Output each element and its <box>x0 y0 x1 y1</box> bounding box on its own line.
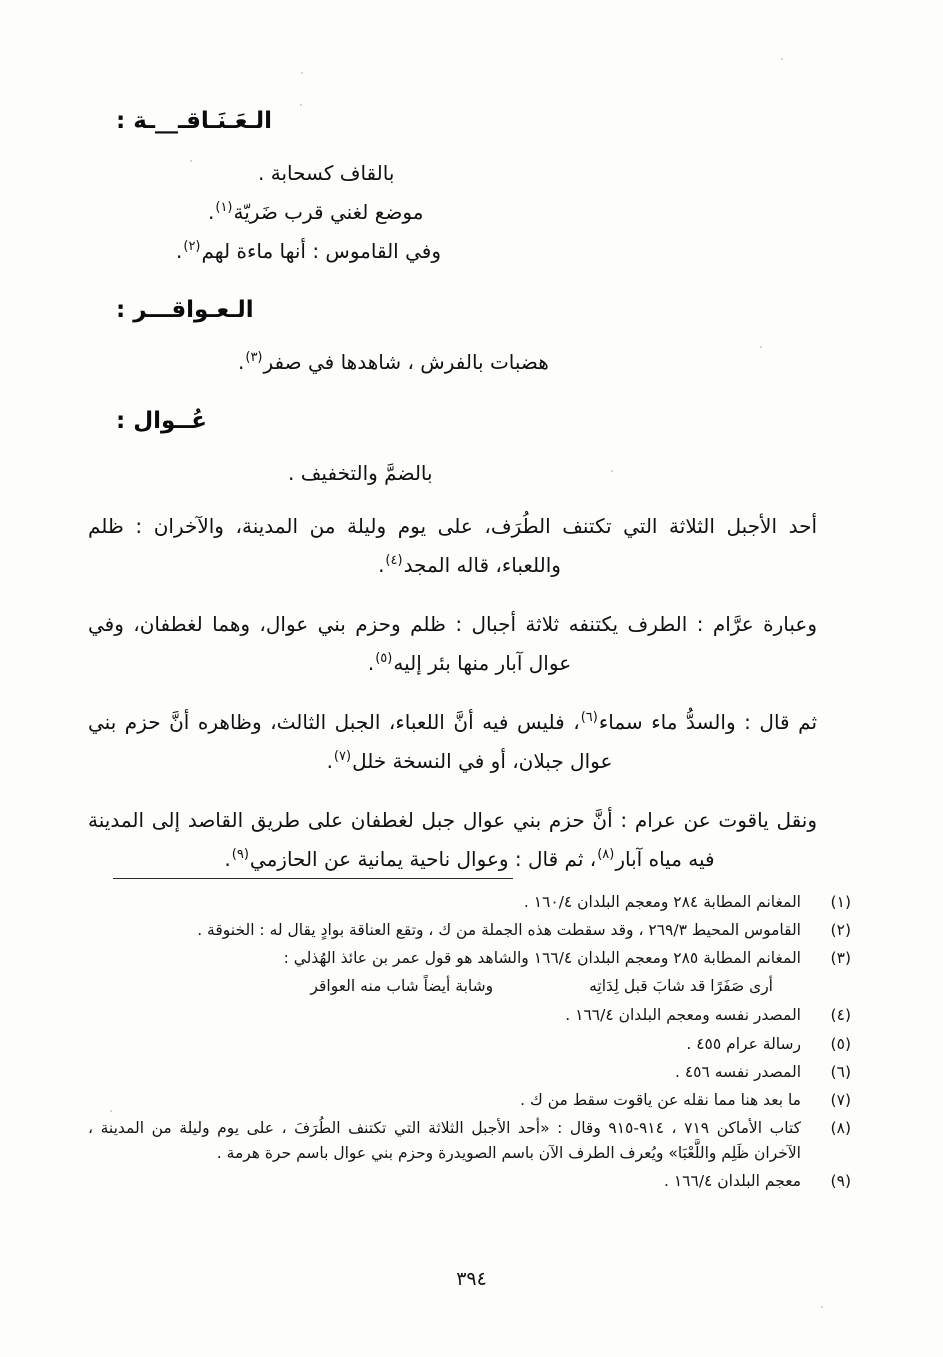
footnote-number: (٢) <box>830 921 851 940</box>
body-paragraph-4-text-a: ونقل ياقوت عن عرام : أنَّ حزم بني عوال جبل لغطفان على طريق القاصد إلى المدينة فيه مياه آبار <box>88 808 817 871</box>
scan-speckle <box>301 72 303 74</box>
footnote-number: (٣) <box>830 949 851 968</box>
body-paragraph-2-text: وعبارة عرَّام : الطرف يكتنفه ثلاثة أجبال : ظلم وحزم بني عوال، وهما لغطفان، وفي عوال آبار منها بئر إليه <box>88 612 817 675</box>
footnote-text: ما بعد هنا مما نقله عن ياقوت سقط من ك . <box>520 1090 801 1109</box>
entry-heading-uwal-text: عُــوال : <box>116 408 207 434</box>
footnote-number: (٥) <box>830 1034 851 1053</box>
spacer <box>88 440 851 454</box>
spacer <box>88 329 851 343</box>
footnote-item <box>88 918 851 943</box>
gloss-line-5: بالضمَّ والتخفيف . <box>288 461 433 485</box>
footnote-text: المصدر نفسه ومعجم البلدان ١٦٦/٤ . <box>565 1006 801 1025</box>
scan-speckle <box>781 58 783 60</box>
footnote-text: المصدر نفسه ٤٥٦ . <box>674 1062 801 1081</box>
gloss-line-2-text: موضع لغني قرب ضَريّة <box>233 200 424 224</box>
body-paragraph-4 <box>88 801 851 879</box>
scan-speckle <box>821 1306 823 1308</box>
footnote-text: القاموس المحيط ٢٦٩/٣ ، وقد سقطت هذه الجملة من ك ، وتقع العناقة بوادٍ يقال له : الخنوقة . <box>197 921 801 940</box>
gloss-line-4-text: هضبات بالفرش ، شاهدها في صفر <box>263 350 549 374</box>
footnote-number: (٧) <box>830 1090 851 1109</box>
footnote-marker-7[interactable]: (٧) <box>333 749 352 765</box>
gloss-line-2-period: . <box>208 200 215 224</box>
body-paragraph-1-period: . <box>378 553 385 577</box>
footnote-number: (٨) <box>830 1118 851 1137</box>
verse-hemistich-2: وشابة أيضاً شاب منه العواقر <box>310 977 494 996</box>
body-paragraph-3-text-b: ، فليس فيه أنَّ اللعباء، الجبل الثالث، وظاهره أنَّ حزم بني عوال جبلان، أو في النسخة خلل <box>88 710 613 773</box>
gloss-line-1: بالقاف كسحابة . <box>258 161 395 185</box>
footnote-item <box>88 890 851 915</box>
footnotes-block <box>88 890 851 1197</box>
body-paragraph-3 <box>88 703 851 781</box>
footnote-marker-8[interactable]: (٨) <box>597 847 615 863</box>
footnote-number: (٦) <box>830 1062 851 1081</box>
spacer <box>88 493 851 507</box>
footnote-marker-3[interactable]: (٣) <box>245 350 263 366</box>
scan-speckle <box>300 104 302 106</box>
spacer <box>88 140 851 154</box>
spacer <box>88 271 851 297</box>
spacer <box>88 382 851 408</box>
body-paragraph-4-text-b: ، ثم قال : وعوال ناحية يمانية عن الحازمي <box>249 847 597 871</box>
footnote-item <box>88 1169 851 1194</box>
body-paragraph-3-period: . <box>326 749 333 773</box>
footnote-marker-9[interactable]: (٩) <box>231 847 249 863</box>
footnote-marker-4[interactable]: (٤) <box>385 553 403 569</box>
entry-heading-anaqa <box>116 108 851 134</box>
footnote-verse-couplet <box>88 974 851 999</box>
footnote-item <box>88 1116 851 1166</box>
body-paragraph-4-period: . <box>224 847 231 871</box>
entry-heading-awaqir-text: الـعـواقـــر : <box>116 297 254 323</box>
footnote-text: رسالة عرام ٤٥٥ . <box>686 1034 801 1053</box>
footnote-marker-5[interactable]: (٥) <box>375 651 393 667</box>
gloss-line-2 <box>208 193 851 232</box>
entry-heading-awaqir <box>116 297 851 323</box>
gloss-line-4-period: . <box>238 350 245 374</box>
page-number: ٣٩٤ <box>456 1268 487 1290</box>
entry-heading-uwal <box>116 408 851 434</box>
body-paragraph-2 <box>88 605 851 683</box>
footnote-text: معجم البلدان ١٦٦/٤ . <box>663 1172 801 1191</box>
footnote-item <box>88 1060 851 1085</box>
gloss-line-3-text: وفي القاموس : أنها ماءة لهم <box>201 239 441 263</box>
footnote-item <box>88 946 851 971</box>
gloss-line-4 <box>238 343 851 382</box>
body-paragraph-3-text-a: ثم قال : والسدُّ ماء سماء <box>598 710 818 734</box>
gloss-line-3 <box>176 232 851 271</box>
footnote-separator-rule <box>113 878 513 879</box>
page-content <box>88 108 851 899</box>
footnote-marker-1[interactable]: (١) <box>215 200 233 216</box>
body-paragraph-2-period: . <box>367 651 375 675</box>
footnote-text: المغانم المطابة ٢٨٥ ومعجم البلدان ١٦٦/٤ والشاهد هو قول عمر بن عائذ الهُذلي : <box>283 949 801 968</box>
gloss-line-3-period: . <box>176 239 183 263</box>
body-paragraph-1-text: أحد الأجبل الثلاثة التي تكتنف الطُرَف، على يوم وليلة من المدينة، والآخران : ظلم واللعباء، قاله المجد <box>88 514 817 577</box>
verse-hemistich-1: أرى صَفَرًا قد شابَ قبل لِدَاتِه <box>589 977 773 996</box>
footnote-marker-2[interactable]: (٢) <box>183 239 201 255</box>
footnote-number: (٤) <box>830 1006 851 1025</box>
footnote-number: (٩) <box>830 1172 851 1191</box>
entry-heading-anaqa-text: الـعَـنَـاقـ__ـة : <box>116 108 273 134</box>
footnote-text: كتاب الأماكن ٧١٩ ، ٩١٤-٩١٥ وقال : «أحد الأجبل الثلاثة التي تكتنف الطُرَفَ ، على يوم وليلة من المدينة ، الآخران ظَلِم واللَّعْبَا» ويُعرف الطرف الآن باسم الصويدرة وحزم بني عوال باسم حرة هرمة . <box>88 1118 802 1162</box>
footnote-number: (١) <box>830 893 851 911</box>
body-paragraph-1 <box>88 507 851 585</box>
footnote-item <box>88 1003 851 1028</box>
footnote-marker-6[interactable]: (٦) <box>580 710 598 726</box>
footnote-text: المغانم المطابة ٢٨٤ ومعجم البلدان ١٦٠/٤ . <box>523 893 801 911</box>
footnote-item <box>88 1088 851 1113</box>
footnote-item <box>88 1032 851 1057</box>
